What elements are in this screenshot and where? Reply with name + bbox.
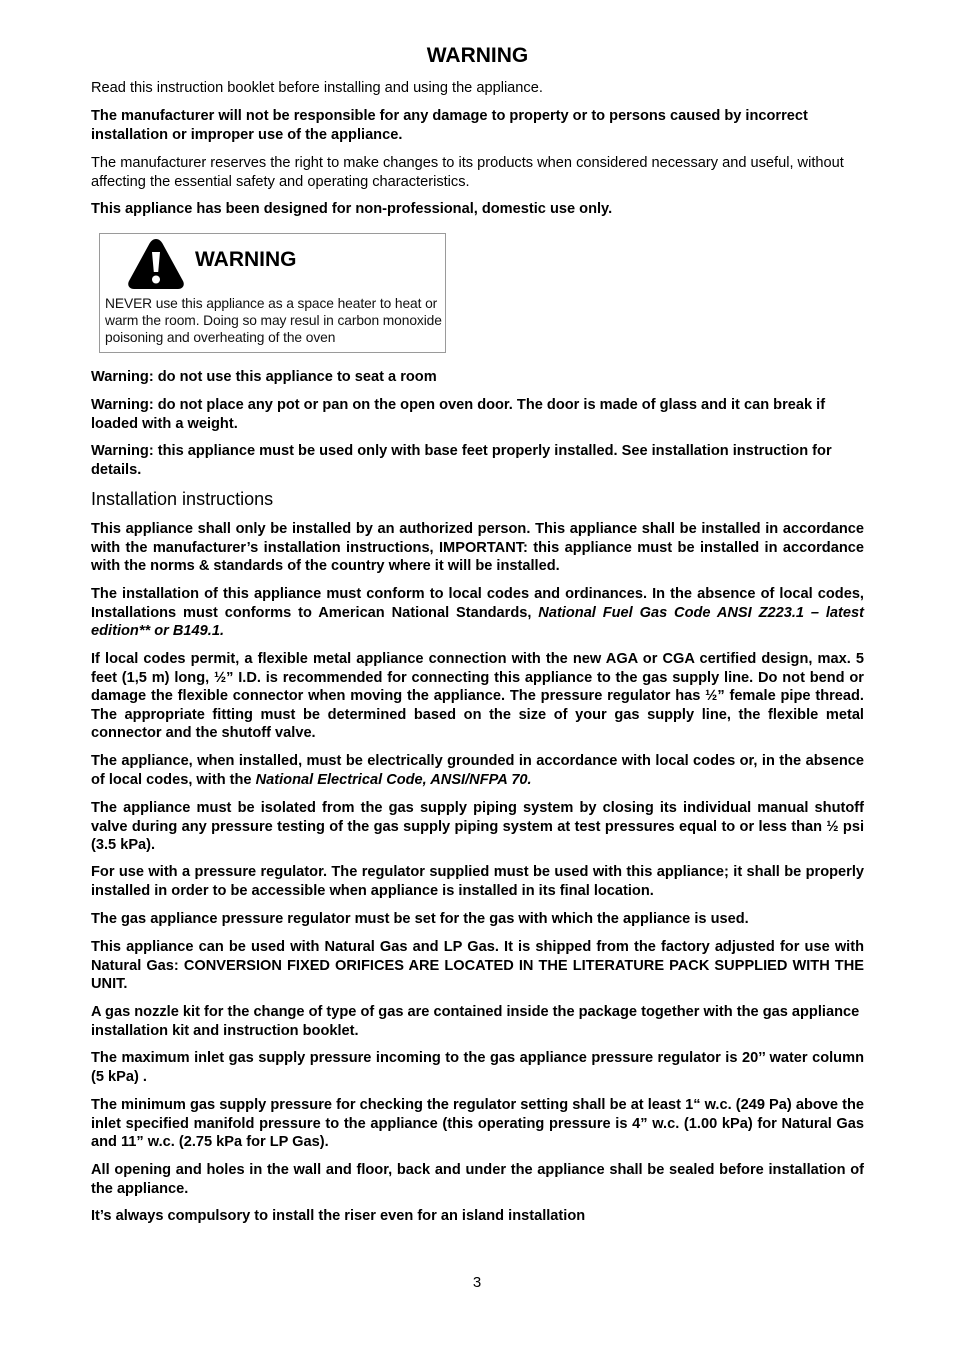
- page-title: WARNING: [426, 44, 529, 67]
- warning-oven-door: Warning: do not place any pot or pan on the open oven door. The door is made of glass and it can break if loaded with a weight.: [91, 397, 826, 432]
- intro-domestic-use: This appliance has been designed for non-professional, domestic use only.: [91, 201, 613, 217]
- installation-heading: Installation instructions: [91, 489, 274, 509]
- warning-triangle-icon: [126, 237, 186, 291]
- intro-read-booklet: Read this instruction booklet before installing and using the appliance.: [91, 80, 543, 96]
- warning-box: [99, 233, 446, 353]
- installation-p12: All opening and holes in the wall and floor, back and under the appliance shall be sealed before installation of the appliance.: [91, 1162, 864, 1197]
- installation-p9: A gas nozzle kit for the change of type of gas are contained inside the package together with the gas appliance installation kit and instruction booklet.: [91, 1004, 860, 1039]
- intro-changes: The manufacturer reserves the right to make changes to its products when considered necessary and useful, without affecting the essential safety and operating characteristics.: [91, 155, 844, 190]
- intro-liability: The manufacturer will not be responsible for any damage to property or to persons caused by incorrect installation or improper use of the appliance.: [91, 108, 808, 143]
- installation-p4: [91, 752, 864, 789]
- installation-p2-code: National Fuel Gas Code ANSI Z223.1 – latest edition** or B149.1.: [91, 604, 864, 639]
- installation-p13: It’s always compulsory to install the riser even for an island installation: [91, 1208, 586, 1224]
- installation-p4-text: The appliance, when installed, must be electrically grounded in accordance with local codes or, in the absence of local codes, with the: [91, 753, 864, 788]
- warning-box-title: WARNING: [195, 248, 297, 271]
- installation-p2-text: The installation of this appliance must conform to local codes and ordinances. In the absence of local codes, Installations must conforms to American National Standards,: [91, 586, 864, 621]
- installation-p6: For use with a pressure regulator. The regulator supplied must be used with this appliance; it shall be properly installed in order to be accessible when appliance is installed in its final location.: [91, 864, 864, 899]
- installation-p7: The gas appliance pressure regulator must be set for the gas with which the appliance is used.: [91, 911, 749, 927]
- warning-base-feet: Warning: this appliance must be used only with base feet properly installed. See installation instruction for details.: [91, 443, 832, 478]
- installation-p2: [91, 585, 864, 641]
- page-number: 3: [472, 1274, 482, 1291]
- installation-p3: If local codes permit, a flexible metal appliance connection with the new AGA or CGA certified design, max. 5 feet (1,5 m) long, ½” I.D. is recommended for connecting this appliance to the gas supply line. Do not bend or damage the flexible connector when moving the appliance. The pressure regulator has ½” female pipe thread. The appropriate fitting must be determined based on the size of your gas supply line, the flexible metal connector and the shutoff valve.: [91, 651, 864, 741]
- installation-p5: The appliance must be isolated from the gas supply piping system by closing its individual manual shutoff valve during any pressure testing of the gas supply piping system at test pressures equal to or less than ½ psi (3.5 kPa).: [91, 800, 864, 853]
- installation-p4-code: National Electrical Code, ANSI/NFPA 70.: [255, 771, 532, 788]
- installation-p1: This appliance shall only be installed by an authorized person. This appliance shall be installed in accordance with the manufacturer’s installation instructions, IMPORTANT: this appliance must be installed in accordance with the norms & standards of the country where it will be installed.: [91, 521, 864, 574]
- warning-seat-room: Warning: do not use this appliance to seat a room: [91, 369, 437, 385]
- installation-p11: The minimum gas supply pressure for checking the regulator setting shall be at least 1“ w.c. (249 Pa) above the inlet specified manifold pressure to the appliance (this operating pressure is 4” w.c. (1.00 kPa) for Natural Gas and 11” w.c. (2.75 kPa for LP Gas).: [91, 1097, 864, 1150]
- installation-p10: The maximum inlet gas supply pressure incoming to the gas appliance pressure regulator is 20’’ water column (5 kPa) .: [91, 1050, 864, 1085]
- installation-p8: This appliance can be used with Natural Gas and LP Gas. It is shipped from the factory adjusted for use with Natural Gas: CONVERSION FIXED ORIFICES ARE LOCATED IN THE LITERATURE PACK SUPPLIED WITH THE UNIT.: [91, 939, 864, 992]
- warning-box-text: NEVER use this appliance as a space heater to heat or warm the room. Doing so may resul in carbon monoxide poisoning and overheating of the oven: [105, 296, 442, 345]
